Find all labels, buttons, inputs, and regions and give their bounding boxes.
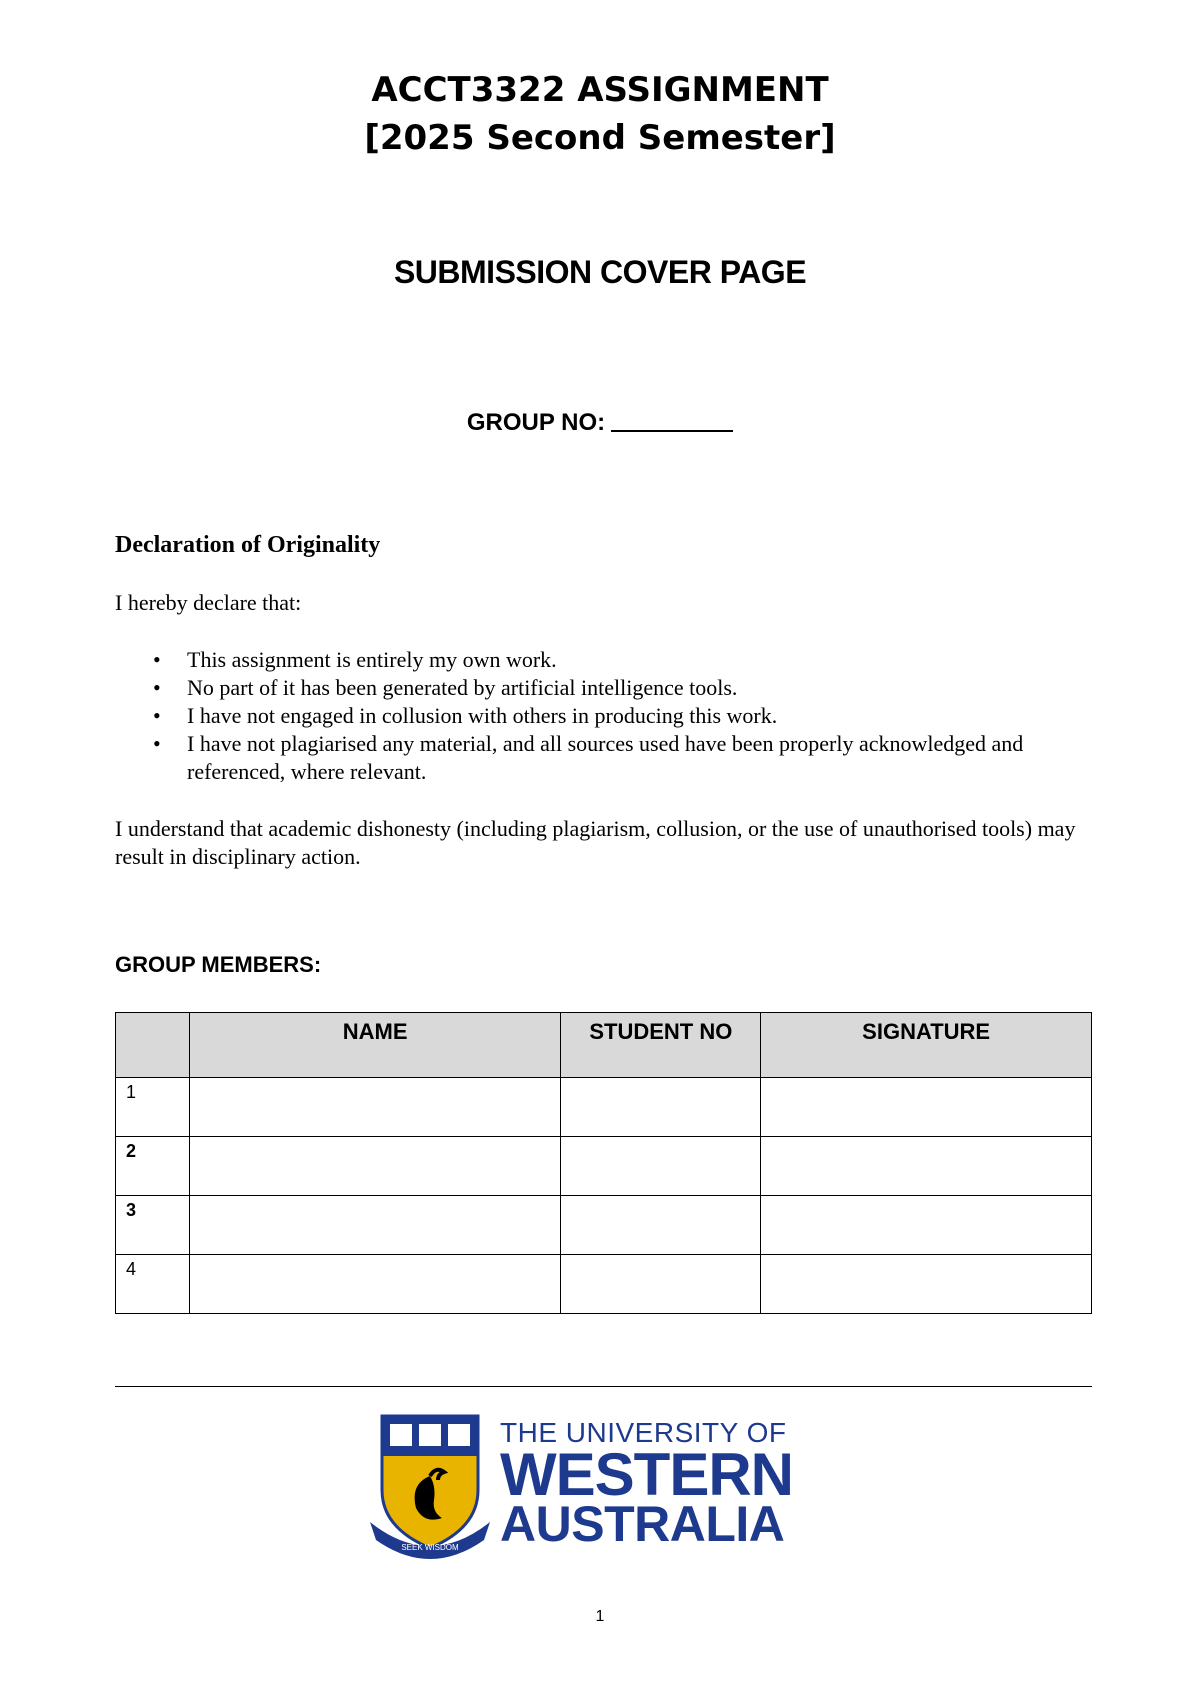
document-title: ACCT3322 ASSIGNMENT [371, 70, 829, 110]
name-cell[interactable] [189, 1137, 561, 1196]
student-no-cell[interactable] [561, 1255, 761, 1314]
wordmark-line2: WESTERN [500, 1441, 793, 1508]
document-semester: [2025 Second Semester] [364, 118, 836, 158]
signature-cell[interactable] [761, 1255, 1092, 1314]
bullet-icon: • [153, 675, 161, 700]
bullet-icon: • [153, 703, 161, 728]
name-cell[interactable] [189, 1196, 561, 1255]
group-members-heading: GROUP MEMBERS: [115, 952, 322, 977]
row-number: 3 [116, 1196, 190, 1255]
group-number-field [0, 408, 1200, 437]
signature-cell[interactable] [761, 1196, 1092, 1255]
student-no-cell[interactable] [561, 1196, 761, 1255]
table-row [116, 1255, 1092, 1314]
table-header-row [116, 1013, 1092, 1078]
declaration-list [115, 646, 1085, 786]
group-members-table [115, 1012, 1092, 1314]
table-row [116, 1196, 1092, 1255]
row-number: 4 [116, 1255, 190, 1314]
table-row [116, 1137, 1092, 1196]
declaration-intro: I hereby declare that: [115, 590, 302, 615]
footer-divider [115, 1386, 1092, 1387]
student-no-cell[interactable] [561, 1078, 761, 1137]
declaration-item: • I have not engaged in collusion with others in producing this work. [153, 703, 778, 728]
declaration-item: • I have not plagiarised any material, and all sources used have been properly acknowledged and referenced, where relevant. [153, 731, 1024, 784]
table-row [116, 1078, 1092, 1137]
student-no-cell[interactable] [561, 1137, 761, 1196]
column-header-number [116, 1013, 190, 1078]
cover-page-heading: SUBMISSION COVER PAGE [393, 254, 807, 290]
university-logo [368, 1410, 793, 1560]
dishonesty-statement: I understand that academic dishonesty (including plagiarism, collusion, or the use of unauthorised tools) may result in disciplinary action. [115, 816, 1076, 869]
crest-icon [368, 1410, 493, 1560]
declaration-heading: Declaration of Originality [115, 532, 381, 558]
name-cell[interactable] [189, 1078, 561, 1137]
wordmark-line1: THE UNIVERSITY OF [500, 1417, 787, 1448]
svg-text:SEEK WISDOM: SEEK WISDOM [401, 1543, 459, 1552]
declaration-item: • No part of it has been generated by artificial intelligence tools. [153, 675, 738, 700]
group-number-label: GROUP NO: [466, 409, 606, 436]
column-header-name: NAME [189, 1013, 561, 1078]
row-number: 1 [116, 1078, 190, 1137]
declaration-item: • This assignment is entirely my own work. [153, 647, 557, 672]
group-number-blank [611, 408, 733, 432]
bullet-icon: • [153, 731, 161, 756]
row-number: 2 [116, 1137, 190, 1196]
column-header-signature: SIGNATURE [761, 1013, 1092, 1078]
wordmark-line3: AUSTRALIA [500, 1496, 785, 1552]
page-number: 1 [595, 1608, 605, 1625]
signature-cell[interactable] [761, 1137, 1092, 1196]
signature-cell[interactable] [761, 1078, 1092, 1137]
name-cell[interactable] [189, 1255, 561, 1314]
column-header-student-no: STUDENT NO [561, 1013, 761, 1078]
university-wordmark [500, 1417, 793, 1552]
bullet-icon: • [153, 647, 161, 672]
